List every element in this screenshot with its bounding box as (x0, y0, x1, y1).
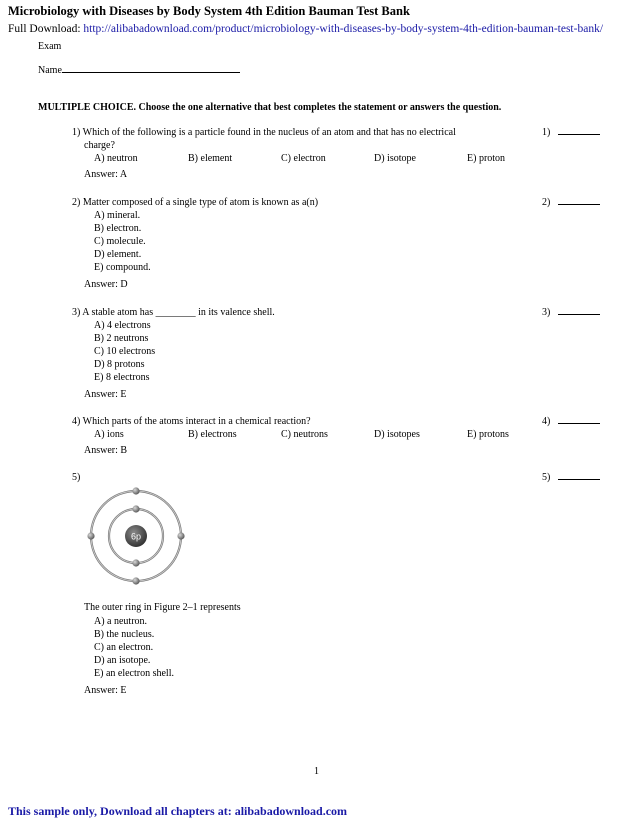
electron (87, 532, 94, 539)
question-text: 3) A stable atom has ________ in its valence shell. (72, 307, 275, 318)
option: D) isotope (374, 153, 416, 164)
nucleus-label: 6p (130, 531, 142, 542)
electron (177, 532, 184, 539)
option: C) an electron. (94, 642, 154, 653)
atom-figure (86, 484, 190, 588)
option: C) electron (281, 153, 326, 164)
section-heading: MULTIPLE CHOICE. Choose the one alternative that best completes the statement or answers the question. (38, 102, 502, 113)
option: B) the nucleus. (94, 629, 155, 640)
option: E) compound. (94, 262, 151, 273)
electron (132, 577, 139, 584)
option: E) protons (467, 429, 509, 440)
question-text: 4) Which parts of the atoms interact in a chemical reaction? (72, 416, 311, 427)
answer-blank (558, 204, 600, 205)
answer-number (542, 416, 600, 427)
answer-number (542, 197, 600, 208)
question-text: 2) Matter composed of a single type of atom is known as a(n) (72, 197, 319, 208)
option: C) 10 electrons (94, 346, 156, 357)
option: D) 8 protons (94, 359, 145, 370)
figure-caption: The outer ring in Figure 2–1 represents (84, 602, 241, 613)
electron (132, 505, 139, 512)
answer-number (542, 472, 600, 483)
option: B) element (188, 153, 233, 164)
option: B) electrons (188, 429, 237, 440)
download-line (8, 23, 603, 35)
answer-number (542, 307, 600, 318)
document-title: Microbiology with Diseases by Body System 4th Edition Bauman Test Bank (8, 4, 410, 18)
option: A) 4 electrons (94, 320, 151, 331)
question-number: 3) (542, 307, 551, 318)
question-number: 2) (542, 197, 551, 208)
answer-blank (558, 314, 600, 315)
exam-label: Exam (38, 41, 62, 52)
option: B) electron. (94, 223, 142, 234)
answer-text: Answer: E (84, 389, 127, 400)
answer-text: Answer: D (84, 279, 128, 290)
option: E) an electron shell. (94, 668, 174, 679)
question-number: 4) (542, 416, 551, 427)
answer-blank (558, 423, 600, 424)
answer-text: Answer: E (84, 685, 127, 696)
option: A) neutron (94, 153, 138, 164)
footer-notice[interactable]: This sample only, Download all chapters at: alibabadownload.com (8, 804, 348, 818)
option: E) 8 electrons (94, 372, 150, 383)
page-number: 1 (314, 766, 319, 777)
option: A) mineral. (94, 210, 141, 221)
download-prefix: Full Download: (8, 23, 84, 35)
option: D) an isotope. (94, 655, 151, 666)
option: D) element. (94, 249, 142, 260)
question-number: 1) (542, 127, 551, 138)
option: A) ions (94, 429, 124, 440)
option: E) proton (467, 153, 506, 164)
answer-number (542, 127, 600, 138)
option: C) molecule. (94, 236, 146, 247)
answer-text: Answer: A (84, 169, 128, 180)
electron (132, 487, 139, 494)
name-label: Name (38, 65, 62, 76)
question-text: 1) Which of the following is a particle found in the nucleus of an atom and that has no electrical (72, 127, 456, 138)
answer-blank (558, 134, 600, 135)
answer-blank (558, 479, 600, 480)
electron (132, 559, 139, 566)
answer-text: Answer: B (84, 445, 128, 456)
name-blank (62, 72, 240, 73)
question-number: 5) (542, 472, 551, 483)
option: C) neutrons (281, 429, 328, 440)
question-text-continued: charge? (84, 140, 115, 151)
option: D) isotopes (374, 429, 420, 440)
download-link[interactable]: http://alibabadownload.com/product/microbiology-with-diseases-by-body-system-4th-edition-bauman-test-bank/ (83, 23, 604, 35)
name-field (38, 65, 240, 76)
question-text: 5) (72, 472, 81, 483)
option: A) a neutron. (94, 616, 148, 627)
option: B) 2 neutrons (94, 333, 149, 344)
